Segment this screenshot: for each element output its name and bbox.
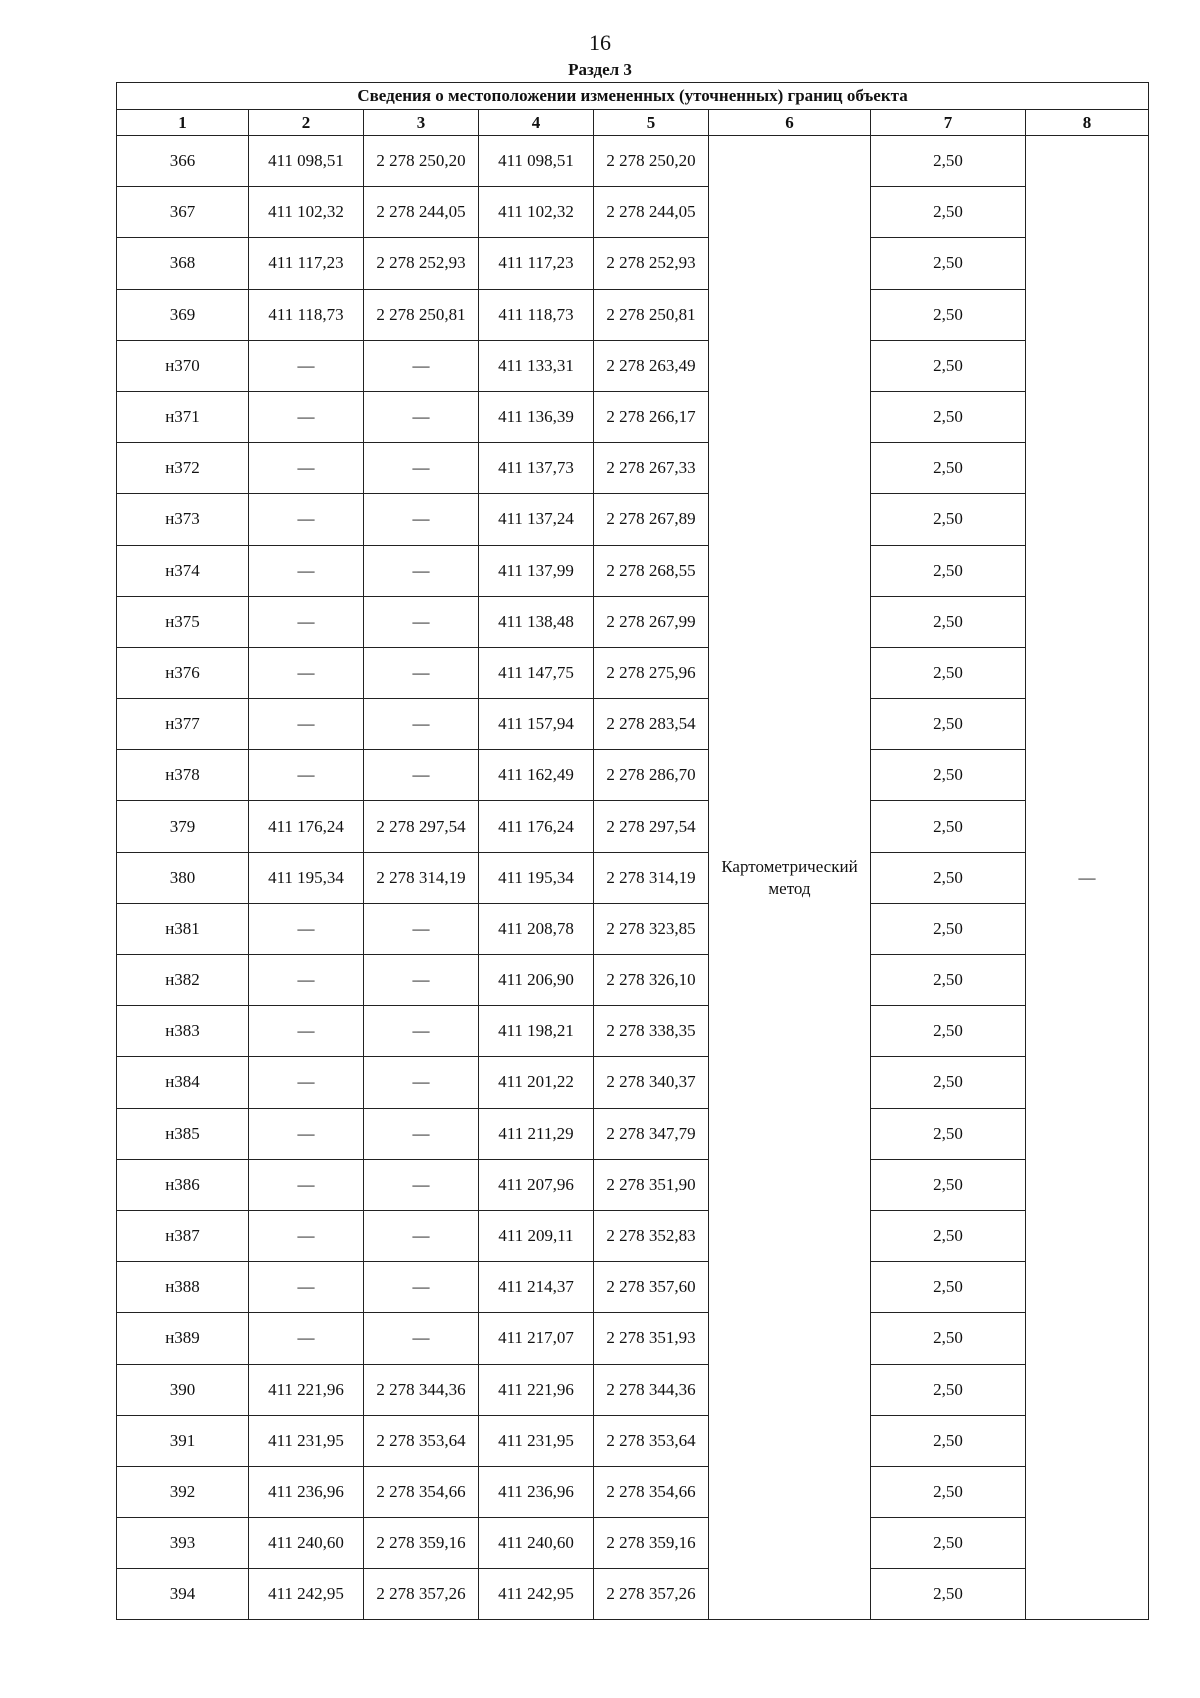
y-old-cell: 2 278 252,93 bbox=[364, 238, 479, 289]
table-row bbox=[117, 750, 1149, 801]
y-old-cell: — bbox=[364, 443, 479, 494]
y-old-cell: — bbox=[364, 1210, 479, 1261]
accuracy-cell: 2,50 bbox=[871, 1057, 1026, 1108]
y-new-cell: 2 278 352,83 bbox=[594, 1210, 709, 1261]
y-new-cell: 2 278 314,19 bbox=[594, 852, 709, 903]
y-new-cell: 2 278 286,70 bbox=[594, 750, 709, 801]
x-new-cell: 411 195,34 bbox=[479, 852, 594, 903]
y-new-cell: 2 278 250,81 bbox=[594, 289, 709, 340]
x-new-cell: 411 198,21 bbox=[479, 1006, 594, 1057]
table-row bbox=[117, 1518, 1149, 1569]
x-old-cell: 411 195,34 bbox=[249, 852, 364, 903]
y-new-cell: 2 278 351,90 bbox=[594, 1159, 709, 1210]
point-number-cell: 366 bbox=[117, 136, 249, 187]
y-old-cell: — bbox=[364, 1006, 479, 1057]
point-number-cell: н374 bbox=[117, 545, 249, 596]
table-row bbox=[117, 699, 1149, 750]
y-old-cell: — bbox=[364, 699, 479, 750]
column-number: 7 bbox=[871, 110, 1026, 136]
y-new-cell: 2 278 344,36 bbox=[594, 1364, 709, 1415]
accuracy-cell: 2,50 bbox=[871, 238, 1026, 289]
y-old-cell: 2 278 250,20 bbox=[364, 136, 479, 187]
table-row bbox=[117, 1057, 1149, 1108]
table-row bbox=[117, 647, 1149, 698]
y-new-cell: 2 278 340,37 bbox=[594, 1057, 709, 1108]
y-old-cell: — bbox=[364, 494, 479, 545]
accuracy-cell: 2,50 bbox=[871, 340, 1026, 391]
x-new-cell: 411 157,94 bbox=[479, 699, 594, 750]
table-title-row bbox=[117, 83, 1149, 110]
x-new-cell: 411 118,73 bbox=[479, 289, 594, 340]
accuracy-cell: 2,50 bbox=[871, 1466, 1026, 1517]
y-new-cell: 2 278 353,64 bbox=[594, 1415, 709, 1466]
table-row bbox=[117, 494, 1149, 545]
x-new-cell: 411 117,23 bbox=[479, 238, 594, 289]
x-old-cell: — bbox=[249, 340, 364, 391]
point-number-cell: н370 bbox=[117, 340, 249, 391]
accuracy-cell: 2,50 bbox=[871, 1313, 1026, 1364]
point-number-cell: н371 bbox=[117, 391, 249, 442]
y-new-cell: 2 278 252,93 bbox=[594, 238, 709, 289]
y-new-cell: 2 278 326,10 bbox=[594, 955, 709, 1006]
y-old-cell: 2 278 250,81 bbox=[364, 289, 479, 340]
method-cell: Картометрический метод bbox=[709, 136, 871, 1620]
table-row bbox=[117, 1466, 1149, 1517]
point-number-cell: н387 bbox=[117, 1210, 249, 1261]
y-old-cell: — bbox=[364, 750, 479, 801]
accuracy-cell: 2,50 bbox=[871, 1415, 1026, 1466]
accuracy-cell: 2,50 bbox=[871, 955, 1026, 1006]
x-old-cell: — bbox=[249, 903, 364, 954]
point-number-cell: н382 bbox=[117, 955, 249, 1006]
y-old-cell: — bbox=[364, 1262, 479, 1313]
x-new-cell: 411 138,48 bbox=[479, 596, 594, 647]
x-new-cell: 411 208,78 bbox=[479, 903, 594, 954]
y-old-cell: 2 278 359,16 bbox=[364, 1518, 479, 1569]
y-old-cell: 2 278 354,66 bbox=[364, 1466, 479, 1517]
table-row bbox=[117, 1364, 1149, 1415]
x-new-cell: 411 214,37 bbox=[479, 1262, 594, 1313]
accuracy-cell: 2,50 bbox=[871, 136, 1026, 187]
x-old-cell: — bbox=[249, 647, 364, 698]
y-new-cell: 2 278 267,99 bbox=[594, 596, 709, 647]
accuracy-cell: 2,50 bbox=[871, 801, 1026, 852]
point-number-cell: 380 bbox=[117, 852, 249, 903]
y-old-cell: — bbox=[364, 340, 479, 391]
x-old-cell: 411 102,32 bbox=[249, 187, 364, 238]
point-number-cell: 367 bbox=[117, 187, 249, 238]
y-new-cell: 2 278 266,17 bbox=[594, 391, 709, 442]
point-number-cell: н385 bbox=[117, 1108, 249, 1159]
x-new-cell: 411 209,11 bbox=[479, 1210, 594, 1261]
point-number-cell: н376 bbox=[117, 647, 249, 698]
point-number-cell: 368 bbox=[117, 238, 249, 289]
x-old-cell: — bbox=[249, 1006, 364, 1057]
point-number-cell: н388 bbox=[117, 1262, 249, 1313]
table-row bbox=[117, 1006, 1149, 1057]
y-new-cell: 2 278 268,55 bbox=[594, 545, 709, 596]
point-number-cell: 394 bbox=[117, 1569, 249, 1620]
x-new-cell: 411 136,39 bbox=[479, 391, 594, 442]
table-row bbox=[117, 1108, 1149, 1159]
accuracy-cell: 2,50 bbox=[871, 1364, 1026, 1415]
accuracy-cell: 2,50 bbox=[871, 647, 1026, 698]
y-old-cell: — bbox=[364, 1057, 479, 1108]
table-row bbox=[117, 1415, 1149, 1466]
accuracy-cell: 2,50 bbox=[871, 852, 1026, 903]
x-new-cell: 411 206,90 bbox=[479, 955, 594, 1006]
column-number: 2 bbox=[249, 110, 364, 136]
y-new-cell: 2 278 338,35 bbox=[594, 1006, 709, 1057]
point-number-cell: 390 bbox=[117, 1364, 249, 1415]
point-number-cell: 393 bbox=[117, 1518, 249, 1569]
accuracy-cell: 2,50 bbox=[871, 1159, 1026, 1210]
column-number: 8 bbox=[1026, 110, 1149, 136]
x-new-cell: 411 207,96 bbox=[479, 1159, 594, 1210]
y-new-cell: 2 278 297,54 bbox=[594, 801, 709, 852]
point-number-cell: н377 bbox=[117, 699, 249, 750]
point-number-cell: 391 bbox=[117, 1415, 249, 1466]
y-new-cell: 2 278 359,16 bbox=[594, 1518, 709, 1569]
accuracy-cell: 2,50 bbox=[871, 187, 1026, 238]
y-old-cell: — bbox=[364, 1159, 479, 1210]
table-row bbox=[117, 903, 1149, 954]
y-new-cell: 2 278 275,96 bbox=[594, 647, 709, 698]
x-old-cell: 411 117,23 bbox=[249, 238, 364, 289]
x-new-cell: 411 176,24 bbox=[479, 801, 594, 852]
point-number-cell: н381 bbox=[117, 903, 249, 954]
point-number-cell: 369 bbox=[117, 289, 249, 340]
point-number-cell: н389 bbox=[117, 1313, 249, 1364]
accuracy-cell: 2,50 bbox=[871, 596, 1026, 647]
accuracy-cell: 2,50 bbox=[871, 1262, 1026, 1313]
accuracy-cell: 2,50 bbox=[871, 903, 1026, 954]
column-8-cell: — bbox=[1026, 136, 1149, 1620]
x-old-cell: 411 221,96 bbox=[249, 1364, 364, 1415]
y-new-cell: 2 278 283,54 bbox=[594, 699, 709, 750]
x-old-cell: 411 242,95 bbox=[249, 1569, 364, 1620]
y-old-cell: — bbox=[364, 596, 479, 647]
y-old-cell: 2 278 357,26 bbox=[364, 1569, 479, 1620]
table-row bbox=[117, 955, 1149, 1006]
accuracy-cell: 2,50 bbox=[871, 699, 1026, 750]
x-new-cell: 411 137,24 bbox=[479, 494, 594, 545]
y-old-cell: 2 278 244,05 bbox=[364, 187, 479, 238]
x-new-cell: 411 231,95 bbox=[479, 1415, 594, 1466]
y-new-cell: 2 278 354,66 bbox=[594, 1466, 709, 1517]
x-old-cell: — bbox=[249, 1313, 364, 1364]
point-number-cell: 379 bbox=[117, 801, 249, 852]
accuracy-cell: 2,50 bbox=[871, 1518, 1026, 1569]
x-old-cell: — bbox=[249, 955, 364, 1006]
x-new-cell: 411 221,96 bbox=[479, 1364, 594, 1415]
table-row bbox=[117, 443, 1149, 494]
y-new-cell: 2 278 323,85 bbox=[594, 903, 709, 954]
table-row bbox=[117, 391, 1149, 442]
table-row bbox=[117, 187, 1149, 238]
x-old-cell: 411 231,95 bbox=[249, 1415, 364, 1466]
x-new-cell: 411 137,99 bbox=[479, 545, 594, 596]
page-number: 16 bbox=[589, 30, 611, 55]
column-number: 1 bbox=[117, 110, 249, 136]
x-old-cell: — bbox=[249, 494, 364, 545]
table-row bbox=[117, 1210, 1149, 1261]
point-number-cell: н378 bbox=[117, 750, 249, 801]
x-new-cell: 411 240,60 bbox=[479, 1518, 594, 1569]
x-old-cell: — bbox=[249, 1262, 364, 1313]
accuracy-cell: 2,50 bbox=[871, 1108, 1026, 1159]
accuracy-cell: 2,50 bbox=[871, 289, 1026, 340]
x-new-cell: 411 137,73 bbox=[479, 443, 594, 494]
y-old-cell: 2 278 314,19 bbox=[364, 852, 479, 903]
x-old-cell: 411 240,60 bbox=[249, 1518, 364, 1569]
x-old-cell: 411 176,24 bbox=[249, 801, 364, 852]
table-row bbox=[117, 596, 1149, 647]
x-old-cell: — bbox=[249, 391, 364, 442]
y-new-cell: 2 278 357,60 bbox=[594, 1262, 709, 1313]
table-row bbox=[117, 801, 1149, 852]
y-new-cell: 2 278 263,49 bbox=[594, 340, 709, 391]
x-new-cell: 411 211,29 bbox=[479, 1108, 594, 1159]
x-old-cell: — bbox=[249, 545, 364, 596]
y-new-cell: 2 278 267,33 bbox=[594, 443, 709, 494]
point-number-cell: н373 bbox=[117, 494, 249, 545]
y-old-cell: 2 278 297,54 bbox=[364, 801, 479, 852]
accuracy-cell: 2,50 bbox=[871, 1569, 1026, 1620]
table-row bbox=[117, 238, 1149, 289]
x-old-cell: — bbox=[249, 699, 364, 750]
x-new-cell: 411 162,49 bbox=[479, 750, 594, 801]
boundaries-table bbox=[116, 82, 1149, 1620]
point-number-cell: н384 bbox=[117, 1057, 249, 1108]
y-new-cell: 2 278 250,20 bbox=[594, 136, 709, 187]
point-number-cell: н375 bbox=[117, 596, 249, 647]
table-row bbox=[117, 1313, 1149, 1364]
y-old-cell: — bbox=[364, 647, 479, 698]
y-old-cell: — bbox=[364, 903, 479, 954]
x-old-cell: — bbox=[249, 1159, 364, 1210]
table-row bbox=[117, 340, 1149, 391]
y-old-cell: — bbox=[364, 1313, 479, 1364]
table-row bbox=[117, 289, 1149, 340]
point-number-cell: н383 bbox=[117, 1006, 249, 1057]
x-new-cell: 411 242,95 bbox=[479, 1569, 594, 1620]
accuracy-cell: 2,50 bbox=[871, 750, 1026, 801]
x-new-cell: 411 217,07 bbox=[479, 1313, 594, 1364]
accuracy-cell: 2,50 bbox=[871, 1210, 1026, 1261]
x-old-cell: — bbox=[249, 1057, 364, 1108]
point-number-cell: н372 bbox=[117, 443, 249, 494]
x-old-cell: — bbox=[249, 1108, 364, 1159]
x-old-cell: — bbox=[249, 443, 364, 494]
table-row bbox=[117, 545, 1149, 596]
table-row bbox=[117, 1569, 1149, 1620]
x-new-cell: 411 098,51 bbox=[479, 136, 594, 187]
table-body bbox=[117, 136, 1149, 1620]
y-old-cell: — bbox=[364, 955, 479, 1006]
x-old-cell: — bbox=[249, 596, 364, 647]
accuracy-cell: 2,50 bbox=[871, 494, 1026, 545]
y-new-cell: 2 278 267,89 bbox=[594, 494, 709, 545]
table-title: Сведения о местоположении измененных (уточненных) границ объекта bbox=[117, 83, 1149, 110]
y-new-cell: 2 278 357,26 bbox=[594, 1569, 709, 1620]
accuracy-cell: 2,50 bbox=[871, 443, 1026, 494]
x-new-cell: 411 201,22 bbox=[479, 1057, 594, 1108]
y-new-cell: 2 278 244,05 bbox=[594, 187, 709, 238]
y-old-cell: 2 278 353,64 bbox=[364, 1415, 479, 1466]
section-label: Раздел 3 bbox=[568, 60, 632, 79]
y-old-cell: — bbox=[364, 545, 479, 596]
point-number-cell: 392 bbox=[117, 1466, 249, 1517]
table-row bbox=[117, 1159, 1149, 1210]
x-old-cell: 411 098,51 bbox=[249, 136, 364, 187]
y-new-cell: 2 278 347,79 bbox=[594, 1108, 709, 1159]
x-old-cell: — bbox=[249, 1210, 364, 1261]
y-old-cell: — bbox=[364, 1108, 479, 1159]
column-number: 6 bbox=[709, 110, 871, 136]
x-new-cell: 411 147,75 bbox=[479, 647, 594, 698]
column-number: 3 bbox=[364, 110, 479, 136]
accuracy-cell: 2,50 bbox=[871, 1006, 1026, 1057]
x-old-cell: 411 236,96 bbox=[249, 1466, 364, 1517]
column-number-row bbox=[117, 110, 1149, 136]
x-old-cell: 411 118,73 bbox=[249, 289, 364, 340]
table-row bbox=[117, 1262, 1149, 1313]
x-new-cell: 411 102,32 bbox=[479, 187, 594, 238]
x-old-cell: — bbox=[249, 750, 364, 801]
x-new-cell: 411 133,31 bbox=[479, 340, 594, 391]
column-number: 5 bbox=[594, 110, 709, 136]
point-number-cell: н386 bbox=[117, 1159, 249, 1210]
table-row bbox=[117, 852, 1149, 903]
y-old-cell: 2 278 344,36 bbox=[364, 1364, 479, 1415]
column-number: 4 bbox=[479, 110, 594, 136]
y-old-cell: — bbox=[364, 391, 479, 442]
accuracy-cell: 2,50 bbox=[871, 545, 1026, 596]
accuracy-cell: 2,50 bbox=[871, 391, 1026, 442]
x-new-cell: 411 236,96 bbox=[479, 1466, 594, 1517]
y-new-cell: 2 278 351,93 bbox=[594, 1313, 709, 1364]
table-row bbox=[117, 136, 1149, 187]
